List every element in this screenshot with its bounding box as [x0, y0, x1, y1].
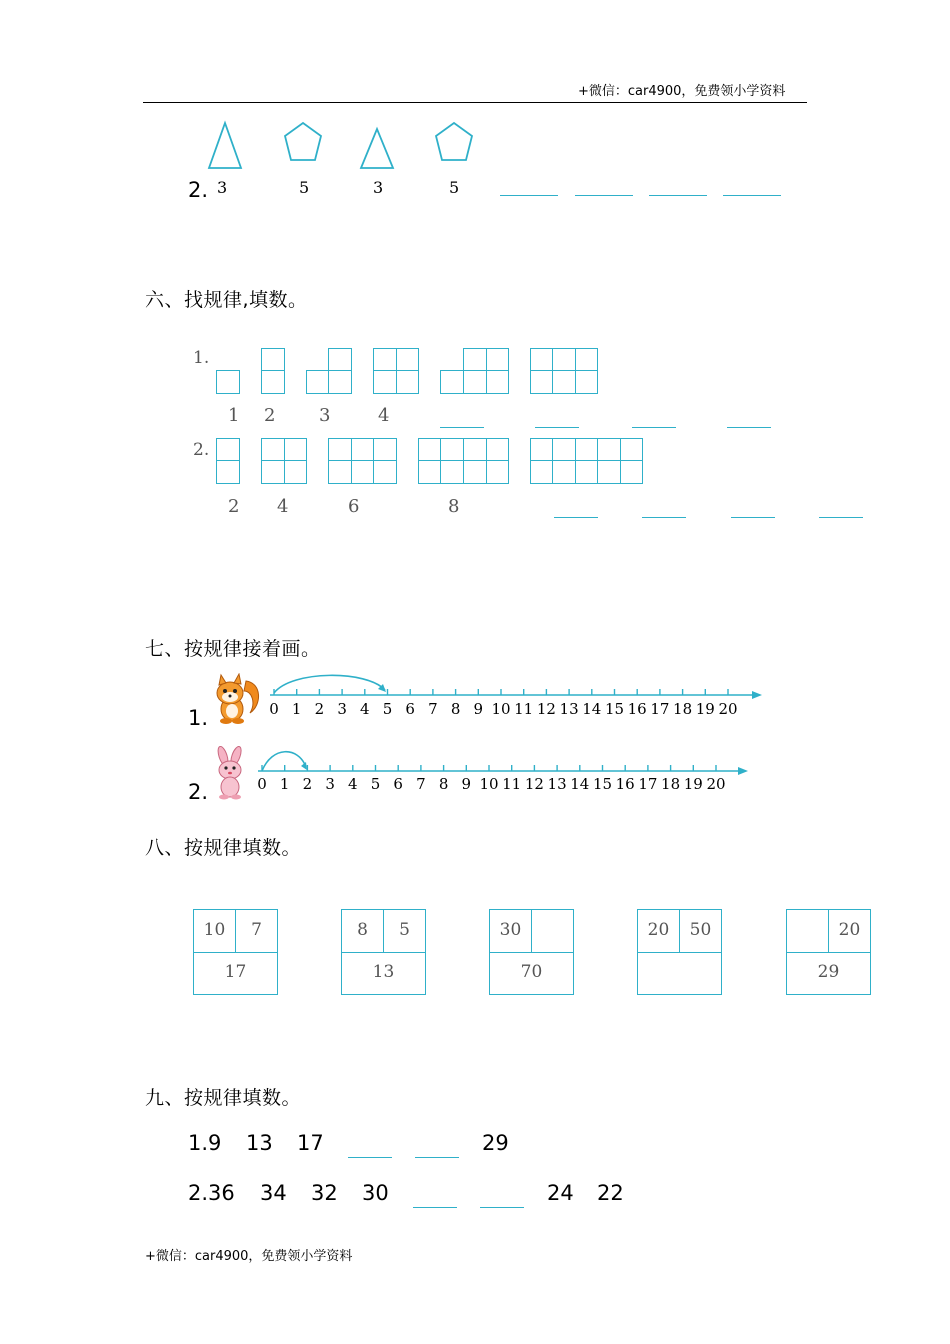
grid-square — [328, 348, 352, 371]
grid-square — [575, 460, 598, 484]
number-line-labels — [250, 775, 760, 795]
grid-square — [284, 460, 307, 484]
addend-b: 20 — [838, 920, 861, 940]
tick-label: 14 — [570, 775, 590, 793]
sum-box — [786, 909, 871, 995]
sequence-number: 22 — [597, 1181, 624, 1205]
grid-square — [530, 460, 553, 484]
grid-square — [216, 370, 240, 394]
tick-label: 10 — [479, 775, 499, 793]
sequence-number: 30 — [362, 1181, 389, 1205]
addend-b: 50 — [689, 920, 712, 940]
answer-blank[interactable] — [649, 195, 707, 196]
tick-label: 8 — [450, 700, 461, 718]
grid-square — [486, 460, 509, 484]
question-number: 2. — [188, 178, 209, 202]
grid-square — [463, 438, 487, 461]
shape-label: 3 — [217, 178, 228, 197]
tick-label: 1 — [291, 700, 302, 718]
tick-label: 15 — [604, 700, 625, 718]
answer-blank[interactable] — [440, 427, 484, 428]
grid-square — [396, 370, 419, 394]
grid-square — [486, 348, 509, 371]
shape-sequence — [200, 118, 500, 178]
figure-label: 2 — [228, 496, 240, 517]
answer-blank[interactable] — [819, 517, 863, 518]
tick-label: 17 — [650, 700, 670, 718]
answer-blank[interactable] — [723, 195, 781, 196]
grid-square — [552, 370, 576, 394]
grid-square — [575, 438, 598, 461]
header-text: +微信：car4900，免费领小学资料 — [578, 84, 786, 99]
tick-label: 18 — [661, 775, 681, 793]
tick-label: 0 — [269, 700, 279, 718]
jump-arc — [274, 675, 385, 693]
grid-square — [373, 370, 397, 394]
tick-label: 4 — [348, 775, 358, 793]
answer-blank[interactable] — [642, 517, 686, 518]
answer-blank[interactable] — [480, 1207, 524, 1208]
grid-square — [261, 438, 285, 461]
tick-label: 10 — [491, 700, 511, 718]
grid-square — [597, 438, 621, 461]
number-line-1 — [262, 668, 772, 702]
figure-label: 4 — [378, 405, 390, 426]
tick-label: 5 — [370, 775, 381, 793]
grid-square — [328, 438, 352, 461]
grid-square — [552, 460, 576, 484]
sum-value: 13 — [372, 962, 395, 982]
addend-b: 5 — [399, 920, 410, 940]
grid-square — [597, 460, 621, 484]
answer-blank[interactable] — [554, 517, 598, 518]
tick-label: 3 — [337, 700, 347, 718]
question-number: 2. — [193, 440, 210, 460]
number-line-2 — [250, 742, 760, 776]
shape-label: 5 — [299, 178, 310, 197]
addend-a: 30 — [499, 920, 522, 940]
sequence-number: 17 — [297, 1131, 324, 1155]
pentagon-shape — [436, 123, 472, 160]
sum-value: 70 — [520, 962, 543, 982]
section-heading: 六、找规律,填数。 — [145, 289, 308, 311]
tick-label: 8 — [438, 775, 449, 793]
tick-label: 11 — [514, 700, 534, 718]
tick-label: 16 — [627, 700, 647, 718]
answer-blank[interactable] — [535, 427, 579, 428]
pentagon-shape — [285, 123, 321, 160]
grid-square — [373, 348, 397, 371]
grid-square — [261, 370, 285, 394]
figure-label: 3 — [319, 405, 331, 426]
grid-square — [552, 438, 576, 461]
tick-label: 18 — [673, 700, 693, 718]
grid-square — [440, 370, 464, 394]
answer-blank[interactable] — [632, 427, 676, 428]
axis-arrow — [752, 691, 762, 699]
grid-square — [463, 348, 487, 371]
grid-square — [373, 438, 397, 461]
grid-square — [328, 370, 352, 394]
grid-square — [552, 348, 576, 371]
addend-a: 20 — [647, 920, 670, 940]
grid-square — [351, 460, 374, 484]
grid-square — [486, 370, 509, 394]
grid-square — [216, 438, 240, 461]
grid-square — [396, 348, 419, 371]
grid-square — [620, 460, 643, 484]
sequence-number: 34 — [260, 1181, 287, 1205]
grid-square — [530, 348, 553, 371]
sum-box — [193, 909, 278, 995]
grid-square — [261, 348, 285, 371]
grid-square — [261, 460, 285, 484]
sequence-lead: 1.9 — [188, 1131, 222, 1155]
number-line-labels — [262, 700, 772, 720]
grid-square — [373, 460, 397, 484]
tick-label: 1 — [279, 775, 290, 793]
tick-label: 19 — [695, 700, 715, 718]
addend-a: 8 — [357, 920, 368, 940]
grid-square — [351, 438, 374, 461]
grid-square — [440, 438, 464, 461]
grid-square — [418, 438, 441, 461]
section-heading: 八、按规律填数。 — [145, 837, 302, 859]
triangle-shape — [209, 123, 241, 168]
figure-label: 8 — [448, 496, 460, 517]
footer-text: +微信：car4900，免费领小学资料 — [145, 1249, 353, 1264]
figure-label: 6 — [348, 496, 360, 517]
tick-label: 6 — [405, 700, 415, 718]
tick-label: 20 — [706, 775, 726, 793]
grid-square — [463, 460, 487, 484]
section-heading: 九、按规律填数。 — [145, 1087, 302, 1109]
tick-label: 16 — [615, 775, 635, 793]
tick-label: 12 — [536, 700, 556, 718]
sequence-number: 32 — [311, 1181, 338, 1205]
sum-value: 29 — [817, 962, 840, 982]
tick-label: 2 — [314, 700, 325, 718]
tick-label: 19 — [683, 775, 703, 793]
tick-label: 7 — [428, 700, 438, 718]
question-number: 2. — [188, 780, 209, 804]
tick-label: 11 — [502, 775, 522, 793]
grid-square — [463, 370, 487, 394]
sequence-number: 29 — [482, 1131, 509, 1155]
sum-box — [341, 909, 426, 995]
sum-box — [637, 909, 722, 995]
question-number: 1. — [188, 706, 209, 730]
tick-label: 15 — [592, 775, 613, 793]
tick-label: 13 — [559, 700, 579, 718]
figure-label: 2 — [264, 405, 276, 426]
grid-square — [328, 460, 352, 484]
tick-label: 7 — [416, 775, 426, 793]
grid-square — [418, 460, 441, 484]
squirrel-illustration — [206, 673, 262, 725]
grid-square — [284, 438, 307, 461]
grid-square — [575, 370, 598, 394]
grid-square — [440, 460, 464, 484]
tick-label: 9 — [461, 775, 472, 793]
tick-label: 13 — [547, 775, 567, 793]
answer-blank[interactable] — [575, 195, 633, 196]
tick-label: 2 — [302, 775, 313, 793]
question-number: 1. — [193, 348, 210, 368]
figure-label: 1 — [228, 405, 240, 426]
section-heading: 七、按规律接着画。 — [145, 638, 321, 660]
sum-value: 17 — [224, 962, 247, 982]
tick-label: 9 — [473, 700, 484, 718]
grid-square — [306, 370, 329, 394]
tick-label: 20 — [718, 700, 738, 718]
grid-square — [486, 438, 509, 461]
rabbit-illustration — [206, 746, 256, 800]
answer-blank[interactable] — [731, 517, 775, 518]
grid-square — [575, 348, 598, 371]
tick-label: 3 — [325, 775, 335, 793]
addend-a: 10 — [203, 920, 226, 940]
tick-label: 4 — [360, 700, 370, 718]
answer-blank[interactable] — [413, 1207, 457, 1208]
triangle-shape — [361, 129, 393, 168]
tick-label: 12 — [524, 775, 544, 793]
sum-box — [489, 909, 574, 995]
addend-b: 7 — [251, 920, 262, 940]
tick-label: 14 — [582, 700, 602, 718]
answer-blank[interactable] — [500, 195, 558, 196]
tick-label: 6 — [393, 775, 403, 793]
answer-blank[interactable] — [727, 427, 771, 428]
tick-label: 17 — [638, 775, 658, 793]
figure-label: 4 — [277, 496, 289, 517]
header-rule — [143, 102, 807, 103]
shape-label: 3 — [373, 178, 384, 197]
grid-square — [620, 438, 643, 461]
tick-label: 5 — [382, 700, 393, 718]
sequence-number: 24 — [547, 1181, 574, 1205]
grid-square — [216, 460, 240, 484]
sequence-number: 13 — [246, 1131, 273, 1155]
grid-square — [530, 370, 553, 394]
answer-blank[interactable] — [415, 1157, 459, 1158]
grid-square — [530, 438, 553, 461]
sequence-lead: 2.36 — [188, 1181, 235, 1205]
shape-label: 5 — [449, 178, 460, 197]
answer-blank[interactable] — [348, 1157, 392, 1158]
tick-label: 0 — [257, 775, 267, 793]
axis-arrow — [738, 767, 748, 775]
